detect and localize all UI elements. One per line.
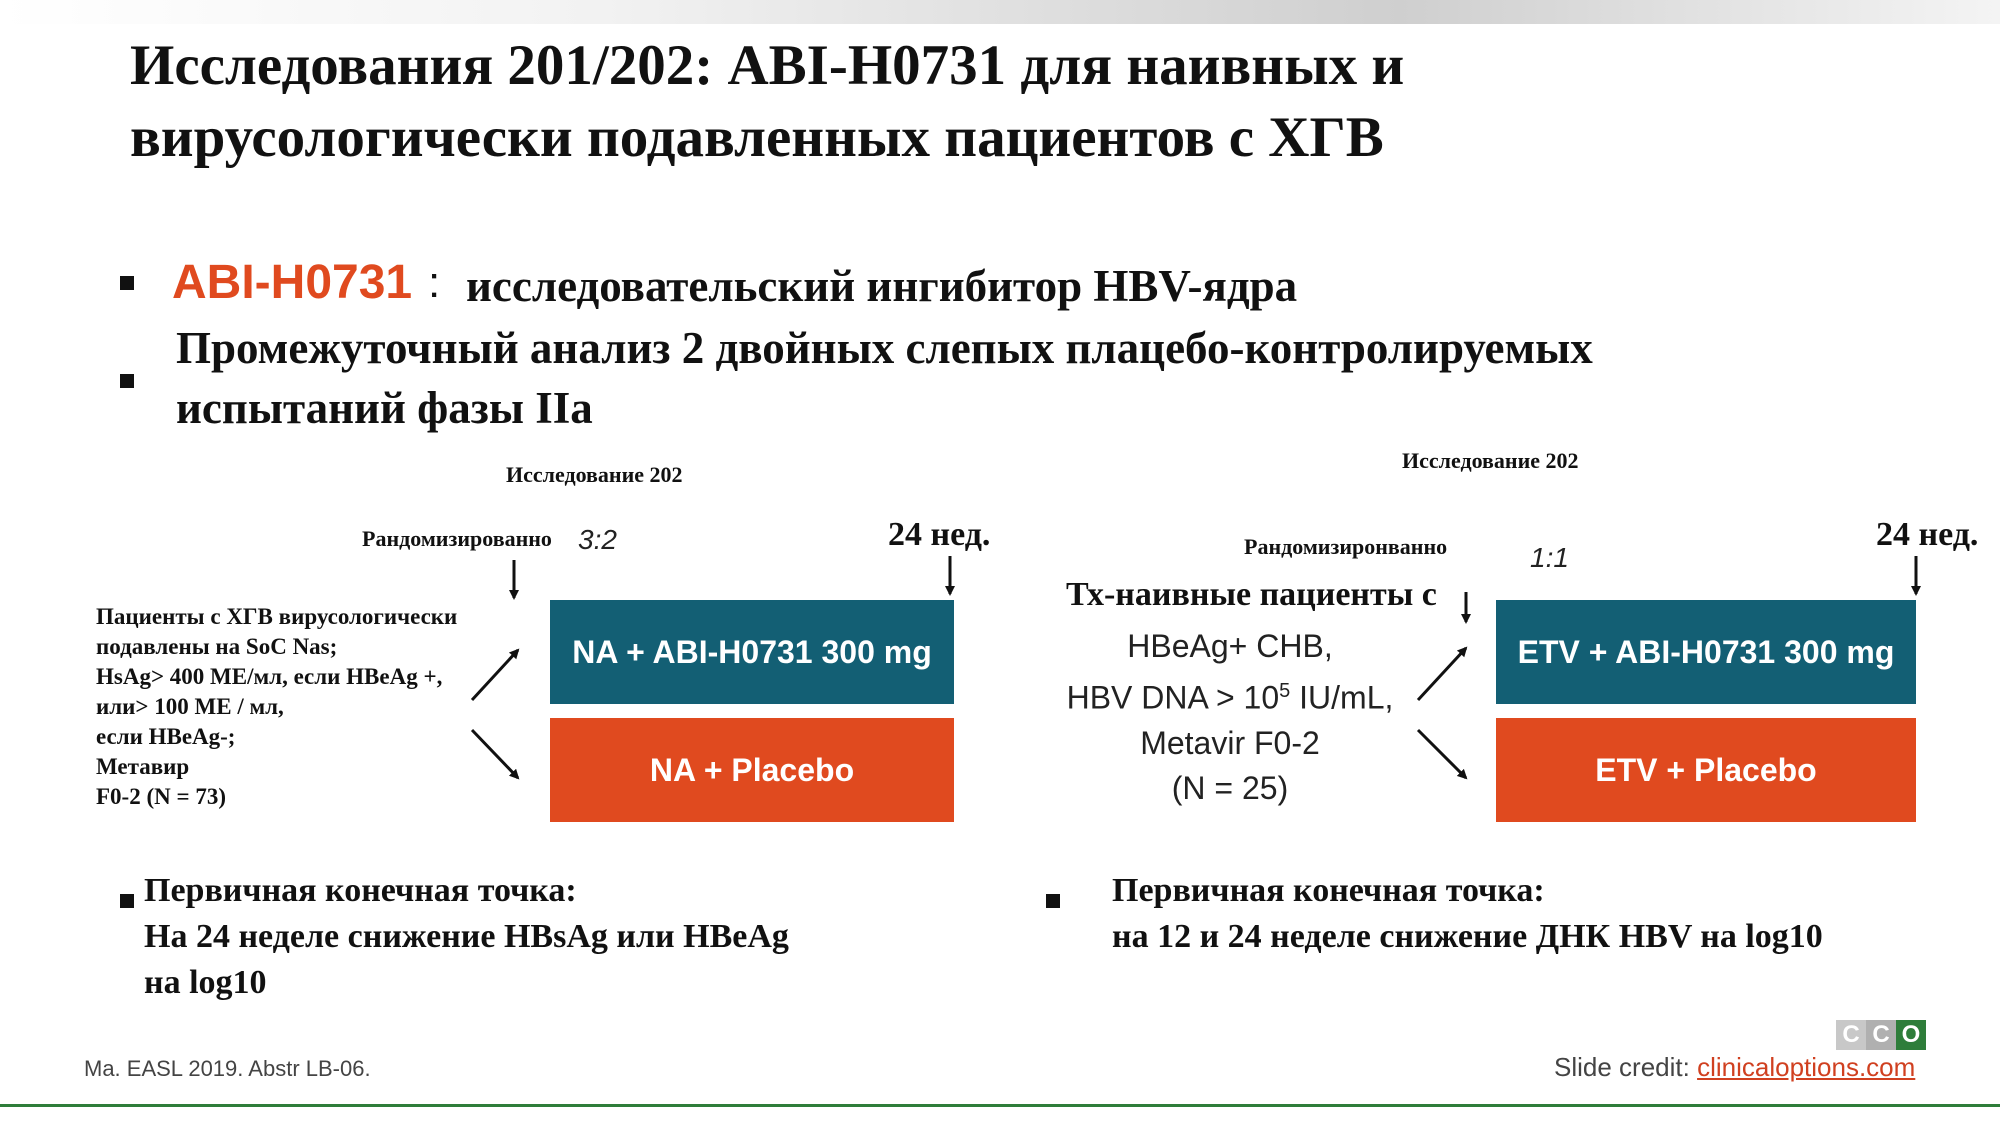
slide-credit (1554, 1052, 1915, 1083)
bullet-2-line-2: испытаний фазы IIa (176, 383, 593, 433)
right-split-up-arrow (1418, 648, 1466, 700)
left-endpoint-line: на log10 (144, 964, 267, 1001)
left-arm-placebo-label: NA + Placebo (649, 751, 855, 788)
top-gradient-bar (0, 0, 2000, 24)
left-randomized-label: Рандомизированно (362, 526, 552, 551)
title-line-1: Исследования 201/202: ABI-H0731 для наивных и (130, 34, 1405, 97)
bullet-1-text: исследовательский ингибитор HBV-ядра (466, 261, 1298, 311)
citation: Ma. EASL 2019. Abstr LB-06. (84, 1056, 371, 1081)
bullet-1-term: ABI-H0731 (172, 256, 413, 309)
right-endpoint-line: Первичная конечная точка: (1112, 872, 1545, 909)
right-population (1040, 624, 1420, 811)
bullet-marker (1046, 894, 1060, 908)
bullet-2-line-1: Промежуточный анализ 2 двойных слепых плацебо-контролируемых (176, 323, 1593, 373)
left-population-line: или> 100 МЕ / мл, (96, 694, 284, 719)
left-endpoint (144, 868, 904, 1006)
left-study-heading: Исследование 202 (506, 462, 683, 487)
right-weeks-label: 24 нед. (1876, 516, 1979, 553)
bottom-green-line (0, 1104, 2000, 1107)
left-population-line: F0-2 (N = 73) (96, 784, 226, 809)
right-population-heading: Тх-наивные пациенты с (1066, 576, 1437, 613)
right-randomized-label: Рандомизиронванно (1244, 534, 1448, 559)
logo-letter: C (1866, 1020, 1896, 1050)
left-arm-placebo-box (550, 718, 954, 822)
left-population-line: если HBeAg-; (96, 724, 236, 749)
bullet-1-colon: : (428, 258, 441, 307)
right-study-heading: Исследование 202 (1402, 448, 1579, 473)
bullet-marker (120, 276, 134, 290)
left-arm-active-box (550, 600, 954, 704)
right-arm-active-box (1496, 600, 1916, 704)
right-arm-placebo-label: ETV + Placebo (1595, 751, 1817, 788)
left-arm-active-label: NA + ABI-H0731 300 mg (572, 633, 932, 670)
right-arm-active-label: ETV + ABI-H0731 300 mg (1517, 633, 1895, 670)
left-endpoint-line: На 24 неделе снижение HBsAg или HBeAg (144, 918, 789, 955)
logo-letter: O (1896, 1020, 1926, 1050)
right-arm-placebo-box (1496, 718, 1916, 822)
left-population-line: Пациенты с ХГВ вирусологически (96, 604, 458, 629)
right-population-line: HBV DNA > $10^5$ IU/mL, (1066, 679, 1394, 716)
right-population-line: HBeAg+ CHB, (1127, 628, 1333, 664)
right-population-line: (N = 25) (1171, 769, 1289, 806)
left-population-line: HsAg> 400 МЕ/мл, если HBeAg +, (96, 664, 443, 689)
cco-logo (1836, 1020, 1926, 1050)
bullet-marker (120, 894, 134, 908)
logo-letter: C (1836, 1020, 1866, 1050)
right-split-down-arrow (1418, 730, 1466, 778)
left-population (96, 602, 496, 812)
right-endpoint (1112, 868, 1972, 960)
right-endpoint-line: на 12 и 24 неделе снижение ДНК HBV на log10 (1112, 918, 1823, 955)
left-population-line: Метавир (96, 754, 190, 779)
left-population-line: подавлены на SoC Nas; (96, 634, 338, 659)
left-ratio: 3:2 (578, 524, 617, 555)
left-endpoint-line: Первичная конечная точка: (144, 872, 577, 909)
bullet-marker (120, 374, 134, 388)
bullet-2-text (176, 318, 1876, 438)
left-weeks-label: 24 нед. (888, 516, 991, 553)
slide-title (130, 30, 1830, 174)
right-ratio: 1:1 (1530, 542, 1569, 573)
right-population-line: Metavir F0-2 (1140, 724, 1320, 761)
title-line-2: вирусологически подавленных пациентов с ХГВ (130, 106, 1384, 169)
slide-credit-prefix: Slide credit: (1554, 1052, 1698, 1082)
slide-credit-link[interactable]: clinicaloptions.com (1697, 1052, 1916, 1082)
